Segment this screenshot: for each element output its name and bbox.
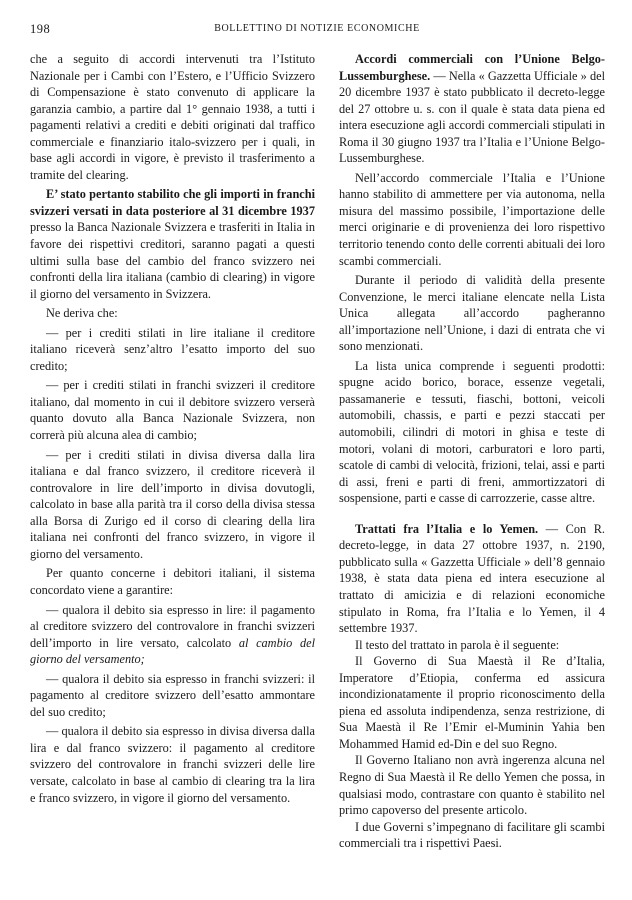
- section-heading: Trattati fra l’Italia e lo Yemen.: [355, 521, 539, 536]
- paragraph-continuation: che a seguito di accordi intervenuti tra l’Istituto Nazionale per i Cambi con l’Estero, e l’Ufficio Svizzero di Compensazione è stato convenuto di applicare la garanzia cambio, a partire dal 1° gennaio 1938, a tutti i pagamenti relativi a crediti e debiti originati dal traffico commerciale e finanziario italo-svizzero per i quali, in base agli accordi in vigore, è previsto il trasferimento a tramite del clearing.: [30, 52, 315, 182]
- page-header: [30, 22, 604, 38]
- paragraph-debtors: Per quanto concerne i debitori italiani, il sistema concordato viene a garantire:: [30, 566, 315, 597]
- paragraph: Il Governo Italiano non avrà ingerenza alcuna nel Regno di Sua Maestà il Re dello Yemen che possa, in qualsiasi modo, contrastare con quanto è stabilito nel primo capoverso del presente articolo.: [339, 753, 605, 818]
- paragraph: Nell’accordo commerciale l’Italia e l’Unione hanno stabilito di ammettere per via autonoma, nella misura del massimo possibile, l’importazione delle merci originarie e di provenienza dei loro rispettivo territorio tenendo conto delle correnti abituali dei loro scambi commerciali.: [339, 170, 605, 268]
- paragraph-text: — Nella « Gazzetta Ufficiale » del 20 dicembre 1937 è stato pubblicato il decreto-legge del 27 ottobre u. s. con il quale è stata data piena ed intera esecuzione agli accordi commerciali stipulati in Roma il 30 giugno 1937 tra l’Italia e l’Unione Belgo-Lussemburghese.: [339, 68, 605, 166]
- running-title: BOLLETTINO DI NOTIZIE ECONOMICHE: [214, 23, 420, 34]
- left-column: [30, 51, 315, 806]
- lead-text: E’ stato pertanto stabilito che gli importi in franchi svizzeri versati in data posteriore al: [30, 187, 315, 218]
- right-column: [339, 51, 605, 852]
- list-item: [30, 602, 315, 668]
- paragraph: Il testo del trattato in parola è il seguente:: [355, 637, 560, 652]
- paragraph-text: presso la Banca Nazionale Svizzera e trasferiti in Italia in favore dei rispettivi creditori, saranno pagati a questi ultimi sulla base del cambio del franco svizzero nei confronti della lira italiana (cambio di clearing) in vigore il giorno del versamento in Svizzera.: [30, 220, 315, 301]
- page-number: 198: [30, 22, 51, 36]
- paragraph-text: — Con R. decreto-legge, in data 27 ottobre 1937, n. 2190, pubblicato sulla « Gazzetta Ufficiale » dell’8 gennaio 1938, è stata data piena ed intera esecuzione al trattato di amicizia e di relazioni economiche stipulato in Roma, fra l’Italia e lo Yemen, il 4 settembre 1937.: [339, 521, 605, 636]
- section-belgo-lussemburghese: [339, 51, 605, 167]
- paragraph: Il Governo di Sua Maestà il Re d’Italia, Imperatore d’Etiopia, conferma ed assicura incondizionatamente il proprio riconoscimento della piena ed assoluta indipendenza, senza restrizione, di Sua Maestà il Re l’Emir el-Muminin Yahia ben Mohammed Hamid ed-Din e del suo Regno.: [339, 654, 605, 751]
- list-item: — per i crediti stilati in franchi svizzeri il creditore italiano, dal momento in cui il debitore svizzero verserà quanto dovuto alla Banca Nazionale Svizzera, non correrà più alcuna alea di cambio;: [30, 378, 315, 443]
- list-item: — qualora il debito sia espresso in franchi svizzeri: il pagamento al creditore svizzero dell’esatto ammontare del suo credito;: [30, 671, 315, 719]
- list-item-text: — qualora il debito sia espresso in lire: il pagamento al creditore svizzero del controvalore in franchi svizzeri dell’importo in lire versato, calcolato: [30, 602, 315, 650]
- list-item: — per i crediti stilati in divisa diversa dalla lira italiana e dal franco svizzero, il creditore riceverà il controvalore in lire dell’importo in divisa dovutogli, calcolato in base alla parità tra il corso della divisa stessa alla Borsa di Zurigo ed il corso di clearing della lira italiana nei confronti del franco svizzero, in vigore il giorno del versamento.: [30, 447, 315, 561]
- paragraph-consequence: Ne deriva che:: [46, 306, 118, 321]
- italic-phrase: al cambio del giorno del versamento;: [30, 635, 315, 667]
- list-item: — per i crediti stilati in lire italiane il creditore italiano riceverà senz’altro l’esatto importo del suo credito;: [30, 325, 315, 373]
- paragraph: I due Governi s’impegnano di facilitare gli scambi commerciali tra i rispettivi Paesi.: [339, 819, 605, 851]
- list-item: — qualora il debito sia espresso in divisa diversa dalla lira e dal franco svizzero: il pagamento al creditore svizzero del controvalore in franchi svizzeri delle lire versate, calcolato in base al cambio di clearing tra la lira e franco svizzero, in vigore il giorno del versamento.: [30, 724, 315, 805]
- date-highlight: 31 dicembre 1937: [222, 203, 315, 218]
- paragraph-product-list: La lista unica comprende i seguenti prodotti: spugne acido borico, borace, essenze vegetali, passamanerie e tessuti, fiaschi, bottoni, veicoli automobili, chassis, e parti e pezzi staccati per automobili, cilindri di motori in ghisa e teste di motori, volani di motori, carburatori e loro parti, scatole di cambi di velocità, frizioni, telai, assi e parti di assi, freni e parti di freni, ammortizzatori di sospensione, parti e casse di carrozzerie, casse altre.: [339, 358, 605, 506]
- paragraph-exchange-rule: [30, 186, 315, 302]
- section-yemen: [339, 521, 605, 637]
- paragraph: Durante il periodo di validità della presente Convenzione, le merci italiane elencate nella Lista Unica allegata all’accordo pagheranno all’importazione nell’Unione, i dazi di entrata che vi sono menzionati.: [339, 273, 605, 354]
- section-heading: Accordi commerciali con l’Unione Belgo-Lussemburghese.: [339, 52, 605, 83]
